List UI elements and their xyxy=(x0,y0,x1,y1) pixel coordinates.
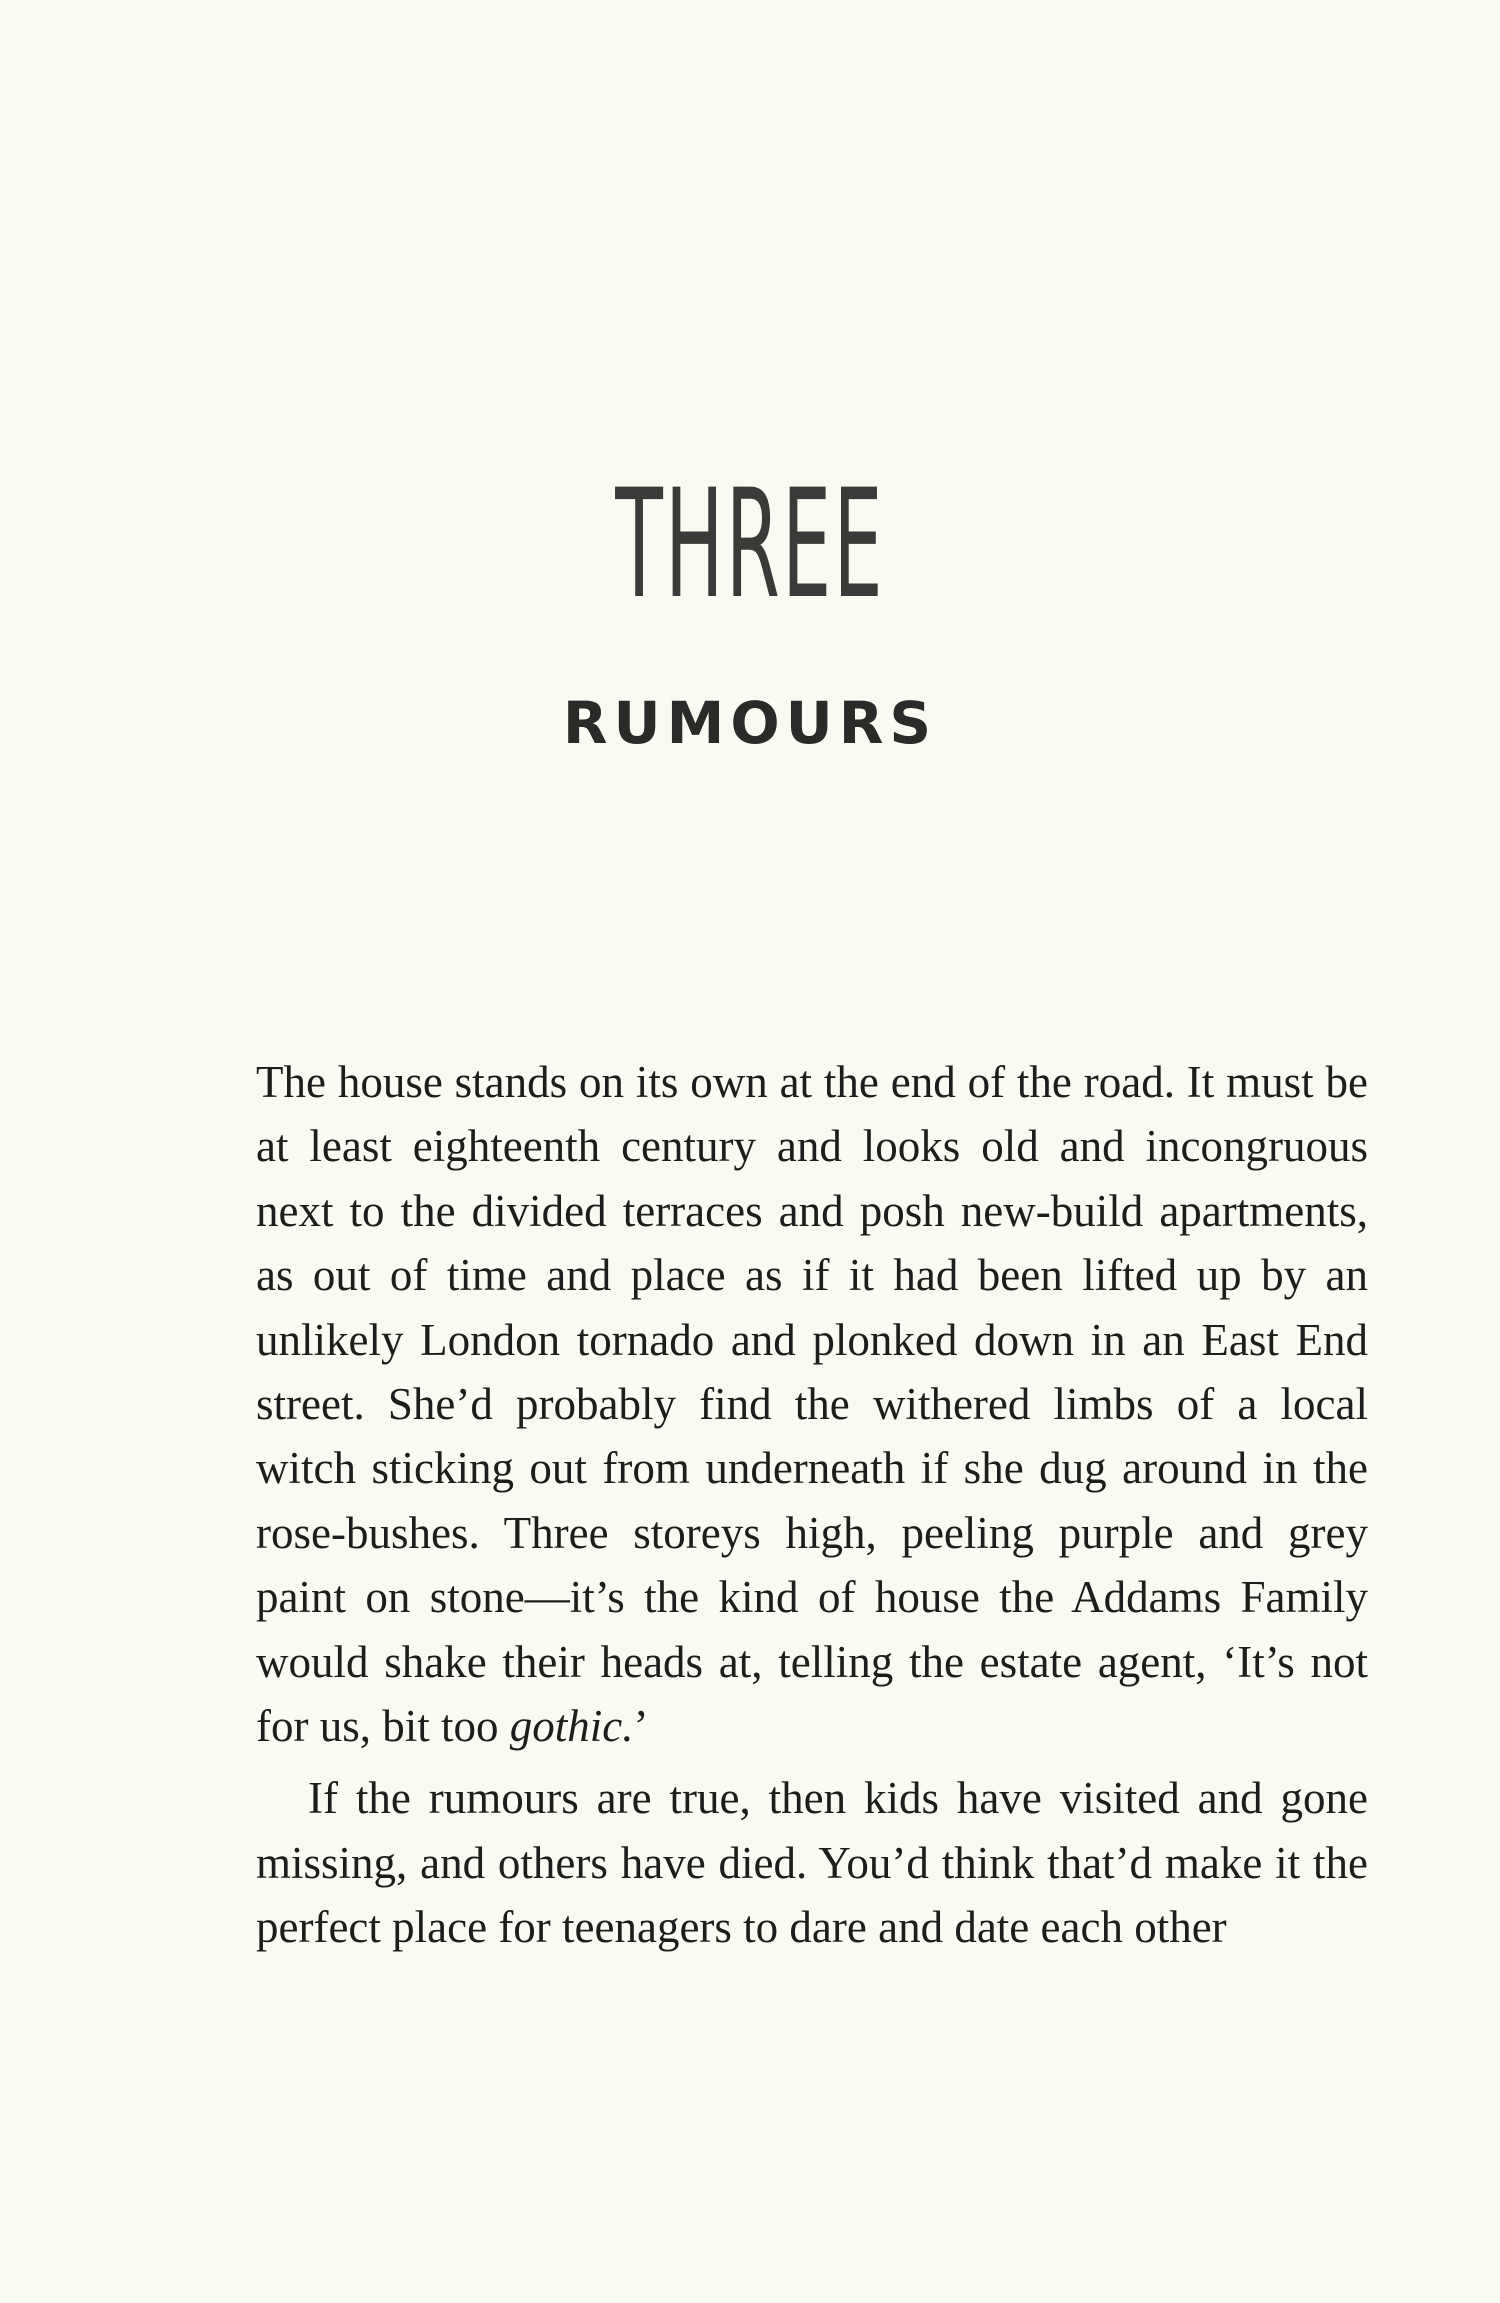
chapter-number: THREE xyxy=(615,458,885,632)
paragraph-1 xyxy=(256,1050,1368,1758)
paragraph-2: If the rumours are true, then kids have visited and gone missing, and others have died. You’d think that’d make it the perfect place for teenagers to dare and date each other xyxy=(256,1773,1368,1953)
paragraph-1-text: The house stands on its own at the end of the road. It must be at least eighteenth century and looks old and incongruous next to the divided terraces and posh new-build apartments, as out of time and place as if it had been lifted up by an unlikely London tornado and plonked down in an East End street. She’d probably find the withered limbs of a local witch sticking out from underneath if she dug around in the rose-bushes. Three storeys high, peeling purple and grey paint on stone—it’s the kind of house the Addams Family would shake their heads at, telling the estate agent, ‘It’s not for us, bit too xyxy=(256,1057,1368,1752)
body-text xyxy=(256,1050,1368,1960)
paragraph-1-emphasis: gothic. xyxy=(509,1701,634,1752)
chapter-title: RUMOURS xyxy=(562,689,938,757)
paragraph-1-closing-quote: ’ xyxy=(633,1701,649,1752)
